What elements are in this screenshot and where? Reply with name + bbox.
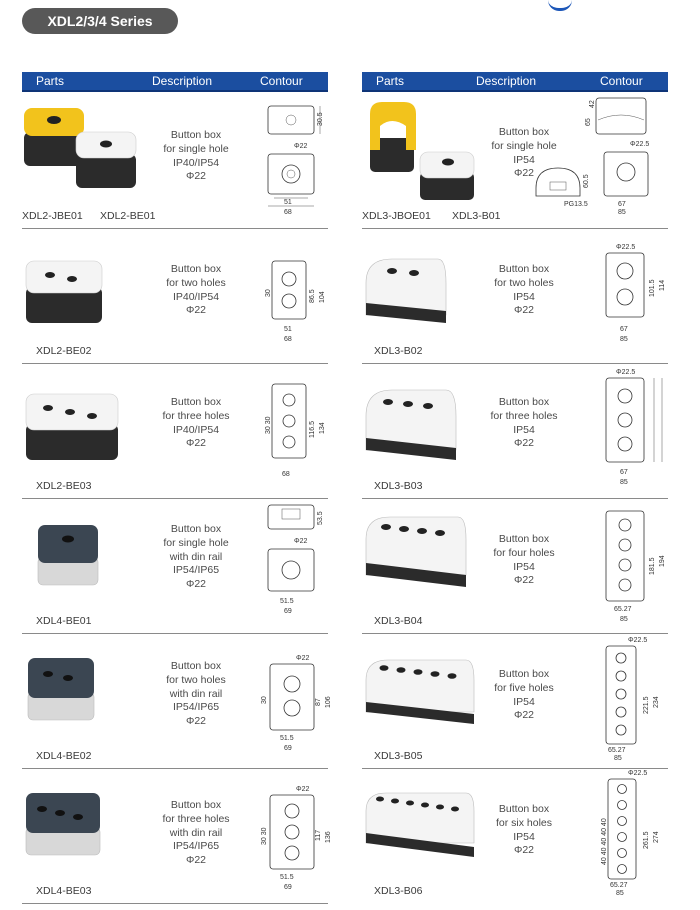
product-description: Button box for two holes IP40/IP54 Φ22 <box>166 263 226 317</box>
product-image-two-hole-box <box>24 257 114 337</box>
svg-text:65.27: 65.27 <box>614 606 632 613</box>
part-code: XDL4-BE02 <box>36 750 92 762</box>
svg-text:65.27: 65.27 <box>610 882 628 889</box>
svg-text:51.5: 51.5 <box>280 874 294 881</box>
part-code: XDL2-BE01 <box>100 210 156 222</box>
product-row-xdl2-be01 <box>22 92 328 229</box>
part-code: XDL2-JBE01 <box>22 210 83 222</box>
product-row-xdl3-b06 <box>362 769 668 903</box>
product-row-xdl3-b03 <box>362 364 668 499</box>
svg-text:30.5: 30.5 <box>317 112 324 126</box>
part-code: XDL3-B06 <box>374 885 423 897</box>
svg-text:30: 30 <box>265 289 272 297</box>
svg-text:Φ22: Φ22 <box>294 538 308 545</box>
svg-text:65: 65 <box>585 118 592 126</box>
svg-text:51.5: 51.5 <box>280 735 294 742</box>
svg-text:69: 69 <box>284 608 292 615</box>
product-description: Button box for four holes IP54 Φ22 <box>493 533 555 587</box>
svg-text:234: 234 <box>653 696 660 708</box>
product-image-yellow-and-white-box <box>22 102 142 202</box>
part-code: XDL3-B02 <box>374 345 423 357</box>
svg-text:181.5: 181.5 <box>649 557 656 575</box>
svg-text:30 30: 30 30 <box>265 416 272 434</box>
product-description: Button box for single hole IP54 Φ22 <box>491 126 557 180</box>
contour-drawing <box>266 378 346 488</box>
contour-drawing <box>532 92 682 222</box>
contour-drawing <box>261 781 346 891</box>
product-description: Button box for single hole with din rail IP54/IP65 Φ22 <box>163 523 229 591</box>
svg-text:67: 67 <box>620 469 628 476</box>
product-row-xdl3-b04 <box>362 499 668 634</box>
svg-text:68: 68 <box>284 336 292 343</box>
header-description: Description <box>476 74 537 88</box>
product-description: Button box for three holes IP40/IP54 Φ22 <box>162 396 230 450</box>
svg-text:136: 136 <box>325 831 332 843</box>
svg-text:116.5: 116.5 <box>309 421 316 438</box>
contour-drawing <box>602 368 682 492</box>
svg-text:Φ22.5: Φ22.5 <box>630 141 650 148</box>
series-title-badge: XDL2/3/4 Series <box>22 8 178 34</box>
brand-mark-icon <box>548 0 572 11</box>
svg-text:42: 42 <box>589 100 596 108</box>
contour-drawing <box>266 255 346 355</box>
product-description: Button box for three holes IP54 Φ22 <box>490 396 558 450</box>
product-row-xdl3-b02 <box>362 229 668 364</box>
svg-text:134: 134 <box>319 422 326 434</box>
part-code: XDL3-B01 <box>452 210 501 222</box>
header-contour: Contour <box>260 74 303 88</box>
product-description: Button box for single hole IP40/IP54 Φ22 <box>163 129 229 183</box>
product-row-xdl4-be02 <box>22 634 332 769</box>
svg-text:Φ22.5: Φ22.5 <box>628 637 648 644</box>
header-description: Description <box>152 74 213 88</box>
product-description: Button box for two holes IP54 Φ22 <box>494 263 554 317</box>
svg-text:Φ22.5: Φ22.5 <box>616 369 636 376</box>
product-row-xdl3-b05 <box>362 634 668 769</box>
product-description: Button box for six holes IP54 Φ22 <box>495 803 553 857</box>
product-image-three-hole-box <box>24 390 124 470</box>
product-row-xdl3-b01 <box>362 92 668 229</box>
svg-text:30: 30 <box>261 696 268 704</box>
svg-text:Φ22: Φ22 <box>296 655 310 662</box>
part-code: XDL2-BE02 <box>36 345 92 357</box>
header-parts: Parts <box>376 74 405 88</box>
table-header <box>362 72 668 92</box>
svg-text:51.5: 51.5 <box>280 598 294 605</box>
product-image-white-three-hole-box <box>362 386 462 466</box>
part-code: XDL3-B04 <box>374 615 423 627</box>
svg-text:60.5: 60.5 <box>583 174 590 188</box>
svg-text:274: 274 <box>653 831 660 843</box>
product-row-xdl4-be03 <box>22 769 332 904</box>
svg-text:51: 51 <box>284 199 292 206</box>
product-row-xdl2-be02 <box>22 229 328 364</box>
product-image-white-four-hole-box <box>362 513 472 603</box>
part-code: XDL3-JBOE01 <box>362 210 431 222</box>
contour-drawing <box>266 503 346 623</box>
part-code: XDL3-B05 <box>374 750 423 762</box>
svg-text:114: 114 <box>659 279 666 291</box>
svg-text:Φ22.5: Φ22.5 <box>628 770 648 777</box>
svg-text:117: 117 <box>315 829 322 841</box>
svg-text:40 40 40 40 40: 40 40 40 40 40 <box>601 818 608 865</box>
part-code: XDL4-BE01 <box>36 615 92 627</box>
svg-text:51: 51 <box>284 326 292 333</box>
part-code: XDL3-B03 <box>374 480 423 492</box>
svg-text:85: 85 <box>616 890 624 897</box>
svg-text:68: 68 <box>282 471 290 478</box>
svg-text:106: 106 <box>325 696 332 708</box>
part-code: XDL4-BE03 <box>36 885 92 897</box>
svg-text:261.5: 261.5 <box>643 831 650 849</box>
contour-drawing <box>602 243 682 353</box>
svg-text:194: 194 <box>659 555 666 567</box>
product-image-white-six-hole-box <box>362 789 482 879</box>
product-description: Button box for three holes with din rail IP54/IP65 Φ22 <box>162 799 230 867</box>
table-header <box>22 72 328 92</box>
svg-text:Φ22.5: Φ22.5 <box>616 244 636 251</box>
svg-text:65.27: 65.27 <box>608 747 626 754</box>
svg-text:85: 85 <box>620 336 628 343</box>
svg-text:30 30: 30 30 <box>261 827 268 845</box>
svg-text:69: 69 <box>284 745 292 752</box>
svg-text:53.5: 53.5 <box>317 511 324 525</box>
product-row-xdl2-be03 <box>22 364 328 499</box>
svg-text:PG13.5: PG13.5 <box>564 201 588 208</box>
contour-drawing <box>261 650 346 760</box>
header-contour: Contour <box>600 74 643 88</box>
product-description: Button box for two holes with din rail IP54/IP65 Φ22 <box>166 660 226 728</box>
svg-text:87: 87 <box>315 698 322 706</box>
product-image-dark-din-box-two <box>26 656 106 736</box>
svg-text:Φ22: Φ22 <box>294 143 308 150</box>
product-image-dark-din-box <box>36 523 116 603</box>
svg-text:85: 85 <box>618 209 626 216</box>
right-catalog-table <box>362 72 668 903</box>
contour-drawing <box>602 636 682 760</box>
svg-text:85: 85 <box>614 755 622 762</box>
svg-text:Φ22: Φ22 <box>296 786 310 793</box>
product-description: Button box for five holes IP54 Φ22 <box>494 668 554 722</box>
product-image-white-five-hole-box <box>362 656 482 746</box>
svg-text:86.5: 86.5 <box>309 289 316 303</box>
svg-text:101.5: 101.5 <box>649 279 656 297</box>
product-image-white-two-hole-box <box>362 253 462 333</box>
svg-text:67: 67 <box>620 326 628 333</box>
svg-text:67: 67 <box>618 201 626 208</box>
svg-text:85: 85 <box>620 479 628 486</box>
product-image-dark-din-box-three <box>24 791 114 871</box>
svg-text:104: 104 <box>319 291 326 303</box>
svg-text:69: 69 <box>284 884 292 891</box>
contour-drawing <box>266 98 346 218</box>
part-code: XDL2-BE03 <box>36 480 92 492</box>
header-parts: Parts <box>36 74 65 88</box>
contour-drawing <box>602 769 682 895</box>
svg-text:221.5: 221.5 <box>643 696 650 714</box>
product-row-xdl4-be01 <box>22 499 328 634</box>
contour-drawing <box>602 503 682 627</box>
left-catalog-table <box>22 72 332 904</box>
svg-text:85: 85 <box>620 616 628 623</box>
svg-text:68: 68 <box>284 209 292 216</box>
